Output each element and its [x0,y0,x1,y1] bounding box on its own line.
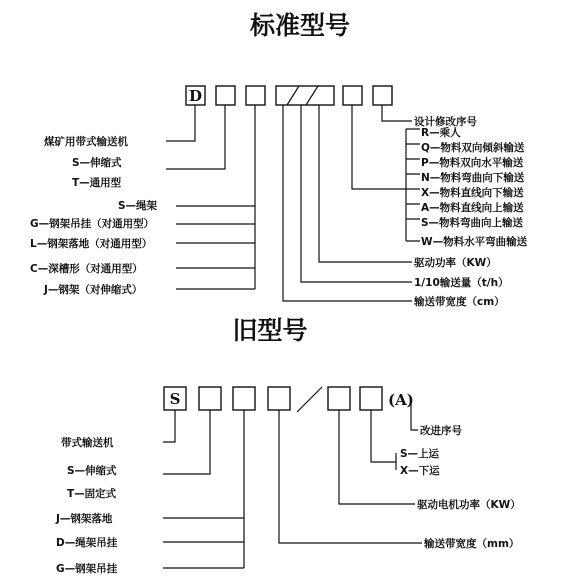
old-box-belt-width [268,387,290,410]
box-type [216,86,235,105]
leader-transport-mode [352,105,420,241]
box-transport-mode [343,86,362,105]
old-label-motor-power: 驱动电机功率（KW） [417,499,521,511]
label-mode-n: N—物料弯曲向下输送 [421,172,525,184]
old-model-section [55,316,521,575]
old-label-telescopic: S—伸缩式 [67,465,117,477]
new-model-title: 标准型号 [249,11,351,40]
label-mode-w: W—物料水平弯曲输送 [421,236,528,248]
old-label-product: 带式输送机 [61,437,114,449]
label-steel-floor: L—钢架落地（对通用型） [30,238,153,250]
old-label-down: X—下运 [400,465,440,477]
label-passenger: R—乘人 [421,127,461,139]
old-label-fixed: T—固定式 [67,488,117,500]
label-general: T—通用型 [72,177,122,189]
label-telescopic: S—伸缩式 [72,157,122,169]
label-deep-trough: C—深槽形（对通用型） [30,263,143,275]
old-label-steel-floor: J—钢架落地 [56,513,113,525]
old-suffix: (A) [388,391,414,409]
label-rope-frame: S—绳架 [118,200,158,212]
label-steel-hanging: G—钢架吊挂（对通用型） [30,218,155,230]
old-box-power [328,387,350,410]
old-slash [297,387,322,412]
box-frame [246,86,265,105]
old-box-type [199,387,221,410]
leader-belt-width [283,105,412,301]
leader-capacity [301,105,412,282]
old-leader-product [163,410,175,442]
label-steel-frame: J—钢架（对伸缩式） [44,284,143,296]
box-parameters [276,86,334,105]
box-revision [373,86,392,105]
label-mode-x: X—物料直线向下输送 [421,187,524,199]
old-box-direction [360,387,382,410]
label-mode-q: Q—物料双向倾斜输送 [421,142,525,154]
label-mode-a: A—物料直线向上输送 [421,202,524,214]
old-leader-direction [371,410,396,470]
leader-frame [176,105,255,289]
leader-product [166,105,195,141]
label-product: 煤矿用带式输送机 [44,136,128,148]
old-label-belt-width: 输送带宽度（mm） [424,538,520,550]
label-mode-p: P—物料双向水平输送 [421,157,524,169]
old-model-title: 旧型号 [232,316,308,345]
old-box-letter: S [169,390,181,408]
old-label-up: S—上运 [400,448,440,460]
box-letter: D [188,87,203,105]
label-capacity: 1/10输送量（t/h） [414,277,509,289]
label-drive-power: 驱动功率（KW） [414,257,497,269]
old-label-steel-hanging: G—钢架吊挂 [56,563,118,575]
new-model-section [30,11,528,308]
old-label-revision: 改进序号 [420,425,462,437]
old-label-rope-hanging: D—绳架吊挂 [56,537,118,549]
label-belt-width: 输送带宽度（cm） [414,296,505,308]
label-revision: 设计修改序号 [414,116,477,128]
label-mode-s: S—物料弯曲向上输送 [421,217,524,229]
leader-power [319,105,412,262]
leader-revision [382,105,412,121]
old-box-frame [233,387,255,410]
